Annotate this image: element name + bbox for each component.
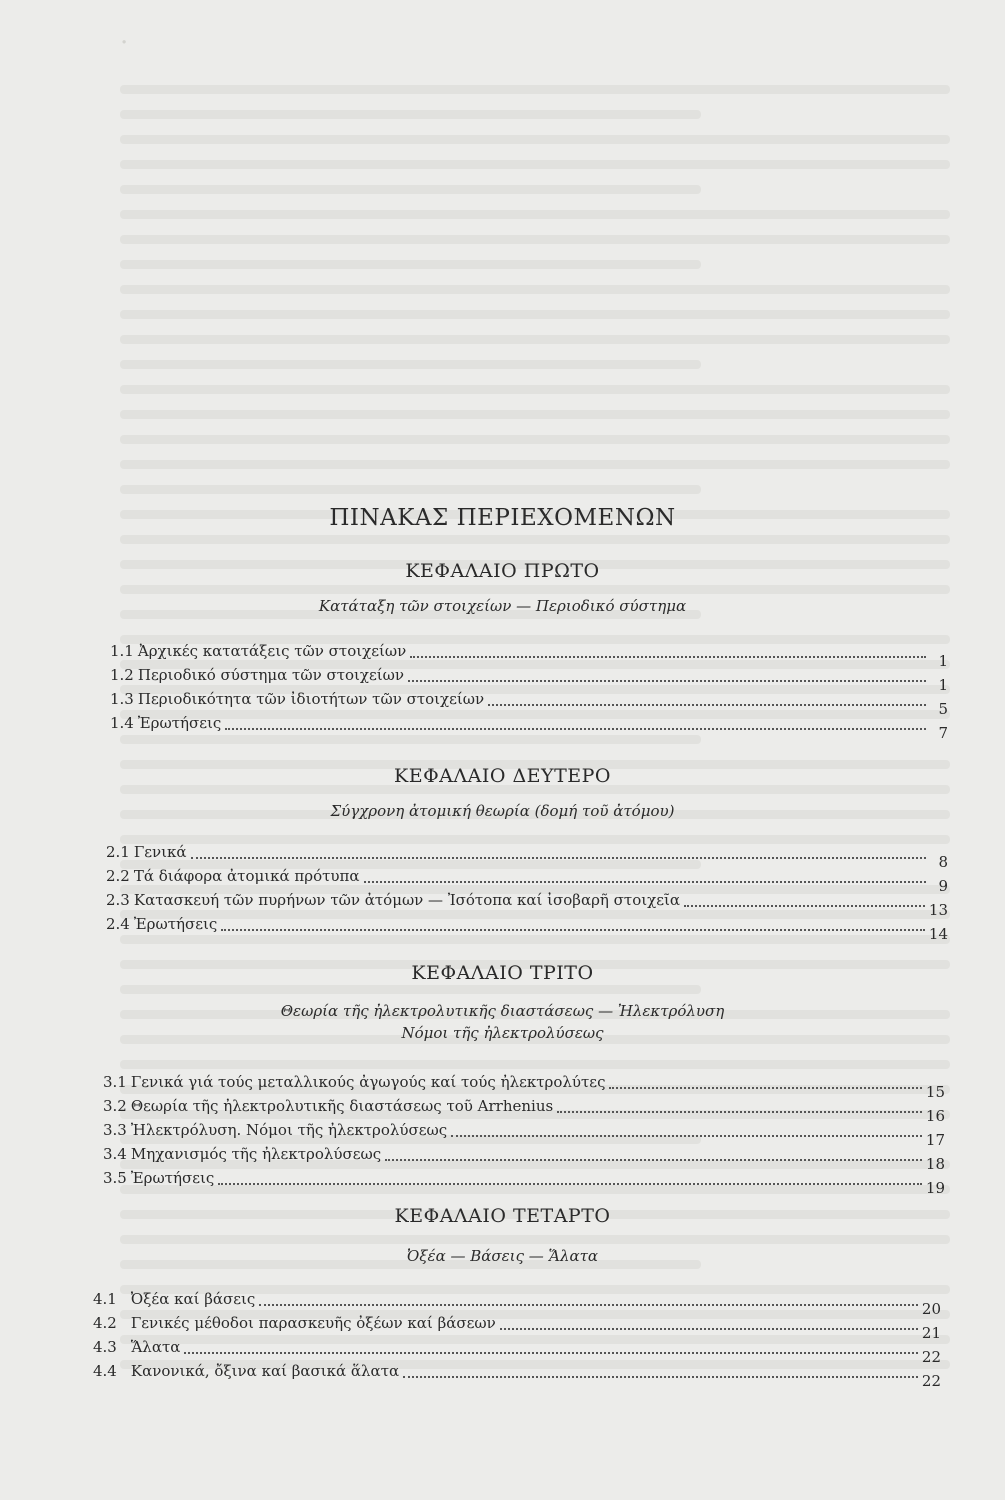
entry-label: Ἐρωτήσεις xyxy=(133,915,218,933)
entry-page: 19 xyxy=(925,1179,945,1197)
entry-label: Ἀρχικές κατατάξεις τῶν στοιχείων xyxy=(137,642,407,660)
leader-dots xyxy=(191,857,926,859)
entry-page: 14 xyxy=(928,925,948,943)
entry-page: 21 xyxy=(921,1324,941,1342)
entry-label: Μηχανισμός τῆς ἠλεκτρολύσεως xyxy=(130,1145,382,1163)
chapter-4-subtitle: Ὀξέα — Βάσεις — Ἅλατα xyxy=(406,1247,599,1265)
leader-dots xyxy=(385,1159,922,1161)
toc-entry[interactable] xyxy=(103,1121,945,1149)
entry-number: 4.4 xyxy=(93,1362,117,1380)
entry-number: 1.4 xyxy=(110,714,134,732)
entry-number: 2.1 xyxy=(106,843,130,861)
entry-number: 3.3 xyxy=(103,1121,127,1139)
entry-page: 20 xyxy=(921,1300,941,1318)
entry-number: 4.1 xyxy=(93,1290,117,1308)
entry-page: 16 xyxy=(925,1107,945,1125)
entry-label: Ἐρωτήσεις xyxy=(130,1169,215,1187)
entry-label: Ἠλεκτρόλυση. Νόμοι τῆς ἠλεκτρολύσεως xyxy=(130,1121,448,1139)
entry-number: 1.1 xyxy=(110,642,134,660)
leader-dots xyxy=(408,680,926,682)
entry-page: 13 xyxy=(928,901,948,919)
toc-entry[interactable] xyxy=(103,1145,945,1173)
toc-entry[interactable] xyxy=(106,915,948,943)
toc-entry[interactable] xyxy=(110,642,948,670)
entry-label: Ἅλατα xyxy=(130,1338,181,1356)
leader-dots xyxy=(684,905,925,907)
entry-number: 3.1 xyxy=(103,1073,127,1091)
entry-page: 17 xyxy=(925,1131,945,1149)
leader-dots xyxy=(609,1087,921,1089)
entry-page: 15 xyxy=(925,1083,945,1101)
entry-page: 7 xyxy=(938,724,948,742)
chapter-2-title: ΚΕΦΑΛΑΙΟ ΔΕΥΤΕΡΟ xyxy=(394,765,611,787)
entry-number: 2.4 xyxy=(106,915,130,933)
chapter-2-subtitle: Σύγχρονη ἀτομική θεωρία (δομή τοῦ ἀτόμου) xyxy=(330,802,675,820)
page-title: ΠΙΝΑΚΑΣ ΠΕΡΙΕΧΟΜΕΝΩΝ xyxy=(329,505,676,531)
entry-label: Γενικά γιά τούς μεταλλικούς ἀγωγούς καί τούς ἠλεκτρολύτες xyxy=(130,1073,606,1091)
toc-entry[interactable] xyxy=(103,1073,945,1101)
entry-number: 2.2 xyxy=(106,867,130,885)
chapter-1-subtitle: Κατάταξη τῶν στοιχείων — Περιοδικό σύστημα xyxy=(318,597,687,615)
entry-label: Ἐρωτήσεις xyxy=(137,714,222,732)
leader-dots xyxy=(221,929,925,931)
toc-entry[interactable] xyxy=(106,891,948,919)
toc-entry[interactable] xyxy=(110,666,948,694)
entry-page: 9 xyxy=(938,877,948,895)
entry-label: Ὀξέα καί βάσεις xyxy=(130,1290,256,1308)
leader-dots xyxy=(451,1135,922,1137)
entry-number: 2.3 xyxy=(106,891,130,909)
leader-dots xyxy=(225,728,926,730)
entry-number: 4.3 xyxy=(93,1338,117,1356)
leader-dots xyxy=(557,1111,922,1113)
entry-label: Περιοδικό σύστημα τῶν στοιχείων xyxy=(137,666,405,684)
entry-number: 4.2 xyxy=(93,1314,117,1332)
chapter-3-subtitle: Θεωρία τῆς ἠλεκτρολυτικῆς διαστάσεως — Ἠλεκτρόλυση xyxy=(280,1002,725,1020)
entry-page: 1 xyxy=(938,652,948,670)
toc-entry[interactable] xyxy=(93,1338,941,1366)
chapter-1-title: ΚΕΦΑΛΑΙΟ ΠΡΩΤΟ xyxy=(405,560,600,582)
toc-entry[interactable] xyxy=(93,1314,941,1342)
entry-label: Κατασκευή τῶν πυρήνων τῶν ἀτόμων — Ἰσότοπα καί ἰσοβαρῆ στοιχεῖα xyxy=(133,891,680,909)
toc-entry[interactable] xyxy=(93,1362,941,1390)
toc-entry[interactable] xyxy=(106,843,948,871)
leader-dots xyxy=(184,1352,918,1354)
entry-page: 18 xyxy=(925,1155,945,1173)
toc-entry[interactable] xyxy=(106,867,948,895)
leader-dots xyxy=(488,704,926,706)
entry-label: Θεωρία τῆς ἠλεκτρολυτικῆς διαστάσεως τοῦ Arrhenius xyxy=(130,1097,554,1115)
entry-number: 1.3 xyxy=(110,690,134,708)
bleed-through-page-number: · xyxy=(120,28,129,58)
entry-page: 8 xyxy=(938,853,948,871)
entry-label: Κανονικά, ὄξινα καί βασικά ἅλατα xyxy=(130,1362,400,1380)
entry-page: 1 xyxy=(938,676,948,694)
entry-number: 3.5 xyxy=(103,1169,127,1187)
entry-page: 22 xyxy=(921,1348,941,1366)
leader-dots xyxy=(410,656,926,658)
toc-entry[interactable] xyxy=(110,714,948,742)
entry-label: Γενικές μέθοδοι παρασκευῆς ὀξέων καί βάσεων xyxy=(130,1314,496,1332)
entry-label: Γενικά xyxy=(133,843,187,861)
entry-label: Περιοδικότητα τῶν ἰδιοτήτων τῶν στοιχείων xyxy=(137,690,485,708)
chapter-4-title: ΚΕΦΑΛΑΙΟ ΤΕΤΑΡΤΟ xyxy=(394,1205,611,1227)
entry-number: 3.4 xyxy=(103,1145,127,1163)
entry-label: Τά διάφορα ἀτομικά πρότυπα xyxy=(133,867,360,885)
leader-dots xyxy=(259,1304,918,1306)
leader-dots xyxy=(403,1376,918,1378)
entry-number: 3.2 xyxy=(103,1097,127,1115)
chapter-3-title: ΚΕΦΑΛΑΙΟ ΤΡΙΤΟ xyxy=(411,962,594,984)
leader-dots xyxy=(364,881,926,883)
toc-entry[interactable] xyxy=(110,690,948,718)
entry-number: 1.2 xyxy=(110,666,134,684)
entry-page: 22 xyxy=(921,1372,941,1390)
leader-dots xyxy=(500,1328,918,1330)
toc-entry[interactable] xyxy=(93,1290,941,1318)
entry-page: 5 xyxy=(938,700,948,718)
toc-entry[interactable] xyxy=(103,1097,945,1125)
chapter-3-subtitle-line2: Νόμοι τῆς ἠλεκτρολύσεως xyxy=(401,1024,604,1042)
leader-dots xyxy=(218,1183,922,1185)
toc-entry[interactable] xyxy=(103,1169,945,1197)
